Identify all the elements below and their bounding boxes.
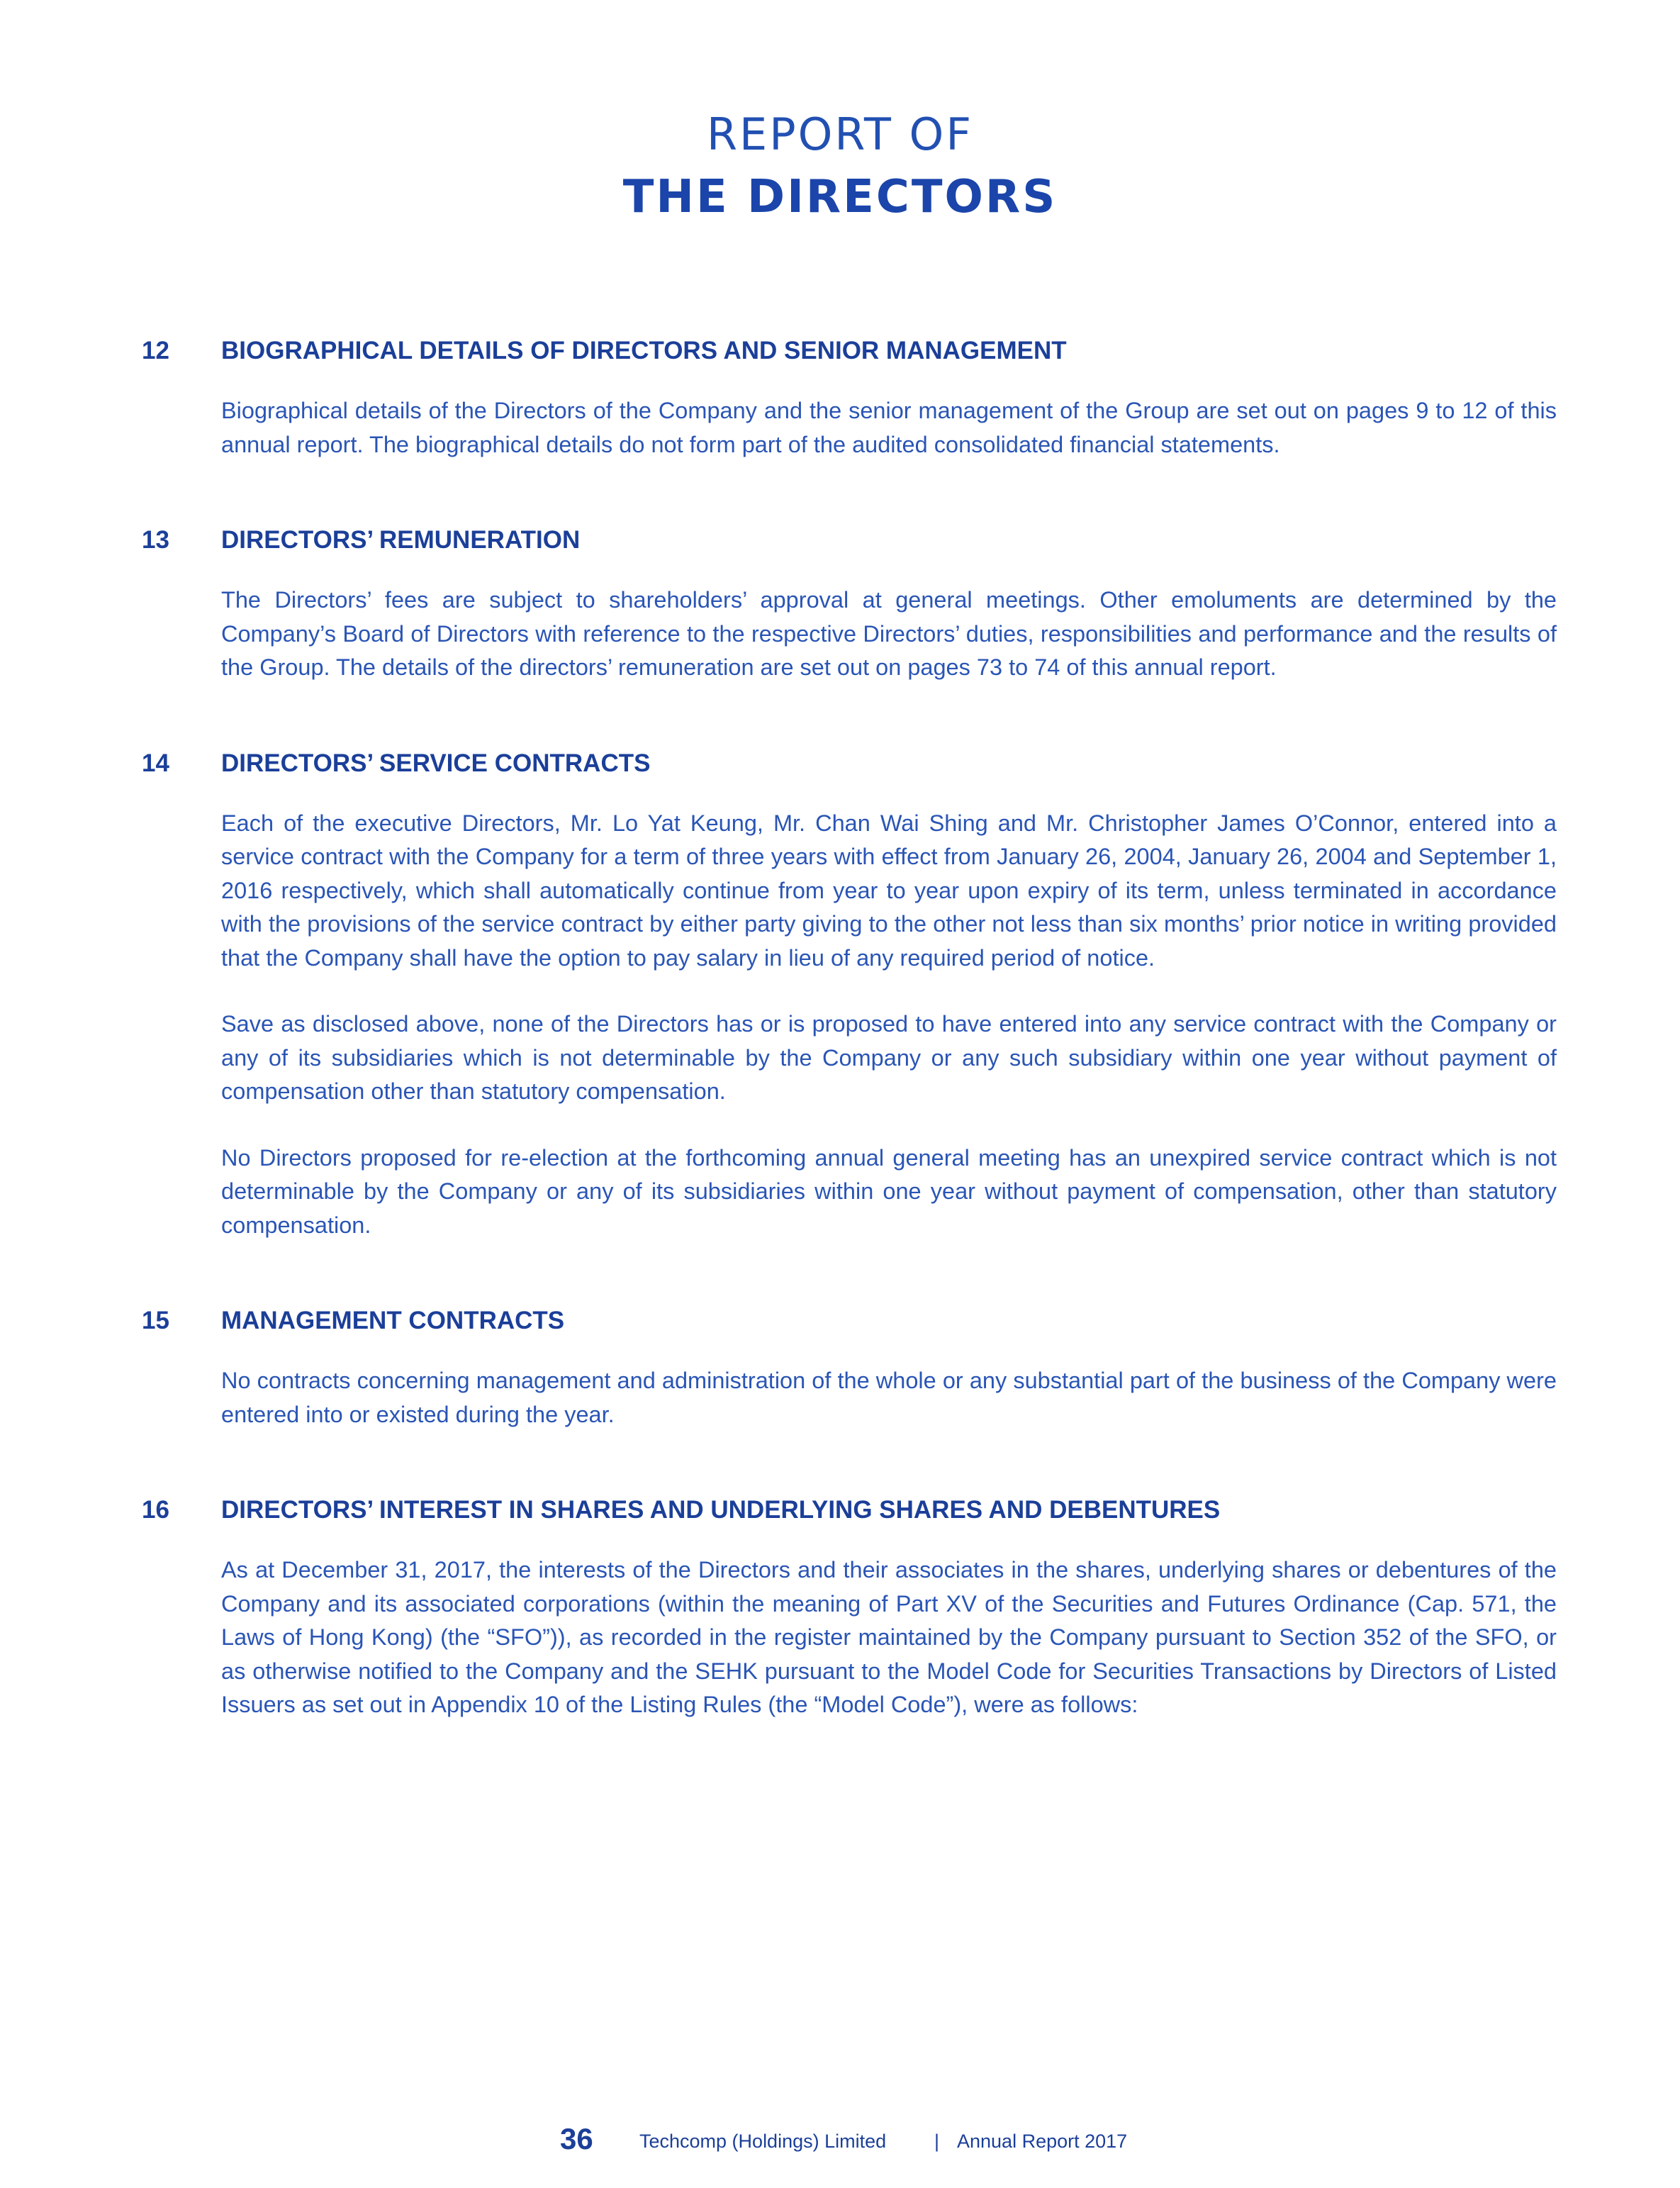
page-number: 36 [560, 2122, 593, 2155]
paragraph: No contracts concerning management and administration of the whole or any substantial part of the business of the Company were entered into or existed during the year. [221, 1368, 1557, 1427]
section-12 [0, 335, 1680, 462]
section-14 [0, 747, 1680, 1243]
page-header [0, 108, 1680, 225]
section-number: 16 [142, 1496, 169, 1524]
section-title: BIOGRAPHICAL DETAILS OF DIRECTORS AND SENIOR MANAGEMENT [221, 337, 1067, 364]
paragraph: No Directors proposed for re-election at the forthcoming annual general meeting has an unexpired service contract which is not determinable by the Company or any of its subsidiaries within one year without payment of compensation, other than statutory compensation. [221, 1144, 1557, 1238]
paragraph: Save as disclosed above, none of the Directors has or is proposed to have entered into any service contract with the Company or any of its subsidiaries which is not determinable by the Company or any such subsidiary within one year without payment of compensation other than statutory compensation. [221, 1011, 1557, 1104]
footer-report-name: Annual Report 2017 [957, 2131, 1128, 2152]
paragraph: As at December 31, 2017, the interests of the Directors and their associates in the shares, underlying shares or debentures of the Company and its associated corporations (within the meaning of Part XV of the Securities and Futures Ordinance (Cap. 571, the Laws of Hong Kong) (the “SFO”)), as recorded in the register maintained by the Company pursuant to Section 352 of the SFO, or as otherwise notified to the Company and the SEHK pursuant to the Model Code for Securities Transactions by Directors of Listed Issuers as set out in Appendix 10 of the Listing Rules (the “Model Code”), were as follows: [221, 1557, 1557, 1717]
section-heading [0, 335, 1680, 367]
section-number: 14 [142, 749, 169, 777]
section-title: DIRECTORS’ REMUNERATION [221, 526, 581, 554]
section-13 [0, 524, 1680, 685]
report-title-line2: THE DIRECTORS [622, 171, 1058, 223]
section-number: 12 [142, 337, 169, 364]
footer-company-name: Techcomp (Holdings) Limited [639, 2131, 887, 2152]
section-15 [0, 1305, 1680, 1431]
footer-separator: | [934, 2131, 940, 2152]
report-title-line1: REPORT OF [706, 108, 974, 160]
section-title: DIRECTORS’ INTEREST IN SHARES AND UNDERLYING SHARES AND DEBENTURES [221, 1496, 1221, 1524]
section-title: DIRECTORS’ SERVICE CONTRACTS [221, 749, 651, 777]
section-heading [0, 1494, 1680, 1526]
section-number: 13 [142, 526, 169, 554]
main-content [0, 335, 1680, 1785]
section-title: MANAGEMENT CONTRACTS [221, 1307, 565, 1334]
paragraph: The Directors’ fees are subject to shareholders’ approval at general meetings. Other emoluments are determined by the Company’s Board of Directors with reference to the respective Directors’ duties, responsibilities and performance and the results of the Group. The details of the directors’ remuneration are set out on pages 73 to 74 of this annual report. [221, 587, 1557, 680]
section-heading [0, 524, 1680, 557]
paragraph: Biographical details of the Directors of the Company and the senior management of the Group are set out on pages 9 to 12 of this annual report. The biographical details do not form part of the audited consolidated financial statements. [221, 398, 1557, 457]
paragraph: Each of the executive Directors, Mr. Lo Yat Keung, Mr. Chan Wai Shing and Mr. Christopher James O’Connor, entered into a service contract with the Company for a term of three years with effect from January 26, 2004, January 26, 2004 and September 1, 2016 respectively, which shall automatically continue from year to year upon expiry of its term, unless terminated in accordance with the provisions of the service contract by either party giving to the other not less than six months’ prior notice in writing provided that the Company shall have the option to pay salary in lieu of any required period of notice. [221, 810, 1557, 971]
section-heading [0, 1305, 1680, 1337]
section-heading [0, 747, 1680, 780]
section-number: 15 [142, 1307, 169, 1334]
page-footer [0, 2121, 1680, 2157]
section-16 [0, 1494, 1680, 1722]
